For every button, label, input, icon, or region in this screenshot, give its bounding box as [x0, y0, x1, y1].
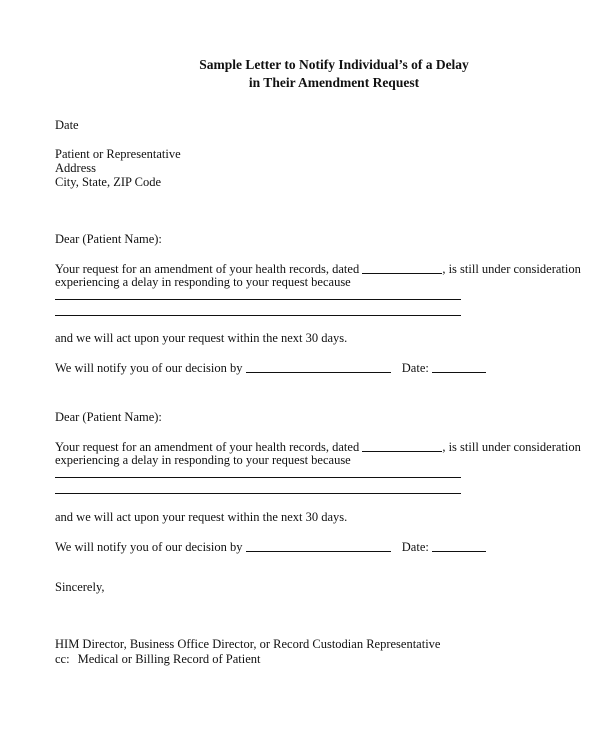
recipient-line: Patient or Representative: [55, 147, 181, 161]
date-blank: [432, 360, 486, 373]
city-line: City, State, ZIP Code: [55, 175, 162, 189]
notify-text: We will notify you of our decision by: [55, 361, 243, 375]
greeting: Dear (Patient Name):: [55, 410, 162, 424]
request-suffix: , is still under consideration: [442, 440, 581, 454]
letter-title-line1: Sample Letter to Notify Individual’s of a Delay: [199, 57, 469, 72]
signatory: HIM Director, Business Office Director, or Record Custodian Representative: [55, 637, 441, 651]
decision-date-blank: [246, 360, 391, 373]
reason-blank-1: [55, 477, 461, 478]
cc-line: [55, 652, 261, 667]
reason-blank-1: [55, 299, 461, 300]
address-line: Address: [55, 161, 96, 175]
date-label: Date:: [401, 540, 429, 554]
act-line: and we will act upon your request within the next 30 days.: [55, 331, 348, 345]
delay-line: experiencing a delay in responding to your request because: [55, 453, 351, 467]
cc-label: cc:: [55, 652, 70, 666]
delay-line: experiencing a delay in responding to your request because: [55, 275, 351, 289]
reason-blank-2: [55, 493, 461, 494]
date-label: Date:: [401, 361, 429, 375]
request-text: Your request for an amendment of your health records, dated: [55, 440, 360, 454]
cc-text: Medical or Billing Record of Patient: [77, 652, 261, 666]
greeting: Dear (Patient Name):: [55, 232, 162, 246]
sincerely: Sincerely,: [55, 580, 105, 594]
act-line: and we will act upon your request within the next 30 days.: [55, 510, 348, 524]
dated-blank: [362, 261, 442, 274]
notify-line: [55, 538, 486, 555]
reason-blank-2: [55, 315, 461, 316]
request-suffix: , is still under consideration: [442, 262, 581, 276]
request-text: Your request for an amendment of your health records, dated: [55, 262, 360, 276]
letter-title-line2: in Their Amendment Request: [248, 75, 420, 90]
notify-text: We will notify you of our decision by: [55, 540, 243, 554]
dated-blank: [362, 439, 442, 452]
date-line: Date: [55, 118, 79, 132]
notify-line: [55, 359, 486, 376]
date-blank: [432, 539, 486, 552]
decision-date-blank: [246, 539, 391, 552]
